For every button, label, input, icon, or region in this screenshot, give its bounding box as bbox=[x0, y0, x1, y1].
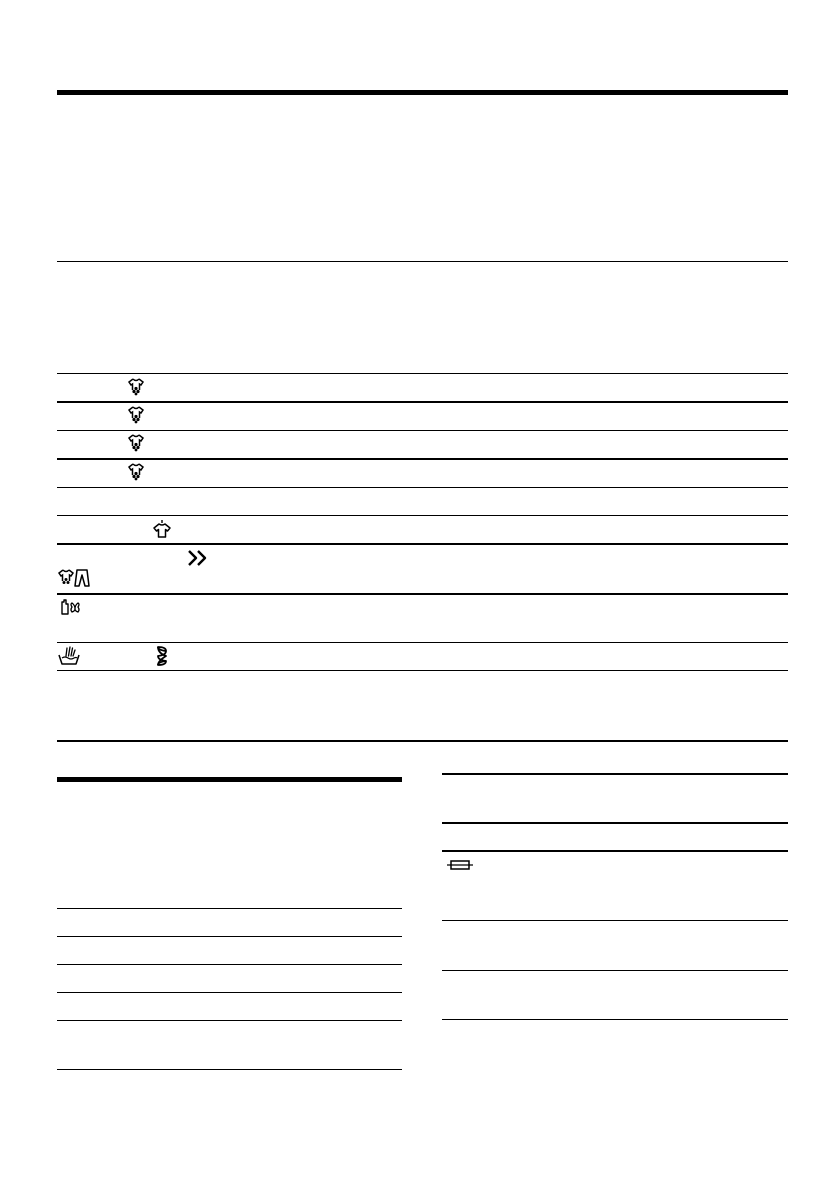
right-table-bottom-rule bbox=[442, 1019, 788, 1020]
right-table-rule bbox=[442, 970, 788, 971]
right-table-rule bbox=[442, 822, 788, 824]
left-table-rule bbox=[57, 908, 402, 909]
table-row bbox=[57, 671, 788, 740]
table-row bbox=[57, 488, 788, 515]
table-row bbox=[57, 643, 788, 670]
delicates-butterfly-icon bbox=[59, 598, 81, 618]
main-table-header-top-rule bbox=[57, 261, 788, 262]
wool-skein-icon bbox=[155, 645, 169, 667]
shirt-with-dots-icon bbox=[128, 406, 144, 424]
right-table-rule bbox=[442, 850, 788, 852]
left-table-rule bbox=[57, 936, 402, 937]
table-row bbox=[57, 431, 788, 458]
left-table-rule bbox=[57, 992, 402, 993]
left-table-bottom-rule bbox=[57, 1069, 402, 1070]
table-row bbox=[57, 545, 788, 593]
shirt-with-dots-icon bbox=[128, 434, 144, 452]
fuse-icon bbox=[446, 859, 474, 871]
double-chevron-right-icon bbox=[187, 549, 209, 567]
table-row bbox=[57, 460, 788, 487]
left-table-rule bbox=[57, 964, 402, 965]
table-row bbox=[57, 595, 788, 642]
hand-wash-basin-icon bbox=[58, 646, 80, 666]
shirt-on-hanger-icon bbox=[153, 519, 171, 539]
main-table-bottom-rule bbox=[57, 740, 788, 742]
left-table-rule bbox=[57, 1020, 402, 1021]
table-row bbox=[57, 403, 788, 430]
left-section-heading-rule bbox=[57, 777, 402, 782]
table-row bbox=[57, 516, 788, 543]
shirt-and-trousers-icon bbox=[58, 569, 90, 587]
shirt-with-dots-icon bbox=[128, 378, 144, 396]
table-row bbox=[57, 374, 788, 401]
right-table-top-rule bbox=[442, 773, 788, 775]
section-heading-rule bbox=[57, 90, 788, 95]
right-table-rule bbox=[442, 920, 788, 921]
shirt-with-dots-icon bbox=[128, 463, 144, 481]
